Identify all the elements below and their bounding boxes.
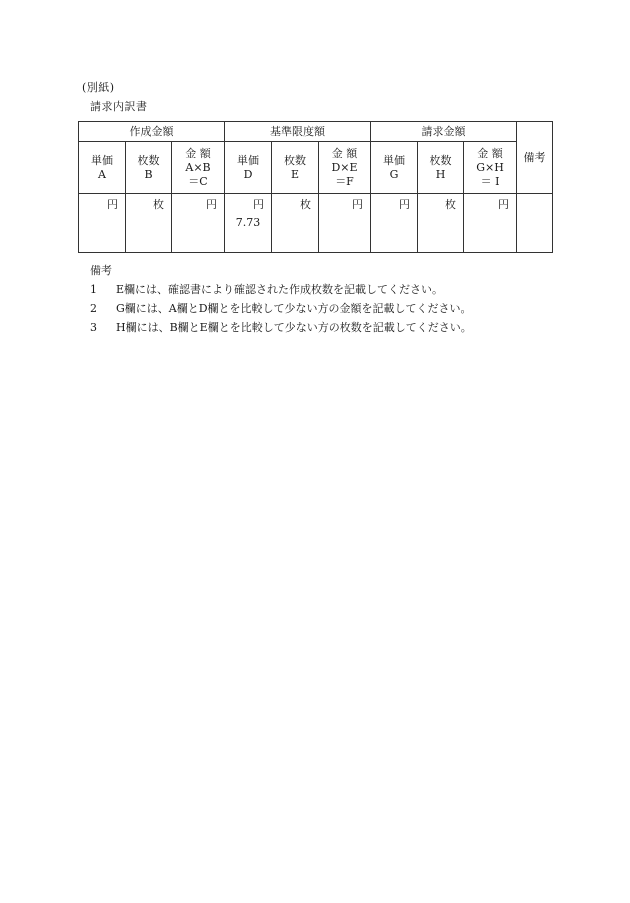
header-count-h: 枚数 H xyxy=(418,142,464,194)
note-number: 2 xyxy=(90,302,97,315)
note-number: 3 xyxy=(90,321,97,334)
header-amount-c: 金 額 A×B ＝C xyxy=(172,142,225,194)
header-unit-price-g: 単価 G xyxy=(371,142,418,194)
cell-unit-price-g: 円 xyxy=(371,194,418,253)
group-creation-amount: 作成金額 xyxy=(79,122,225,142)
cell-amount-c: 円 xyxy=(172,194,225,253)
cell-count-h: 枚 xyxy=(418,194,464,253)
header-count-e: 枚数 E xyxy=(272,142,319,194)
header-unit-price-d: 単価 D xyxy=(225,142,272,194)
group-claim-amount: 請求金額 xyxy=(371,122,517,142)
cell-unit-price-d: 円 7.73 xyxy=(225,194,272,253)
note-item xyxy=(90,281,443,297)
note-text: G欄には、A欄とD欄とを比較して少ない方の金額を記載してください。 xyxy=(116,302,472,315)
header-amount-i: 金 額 G×H ＝ I xyxy=(464,142,517,194)
cell-amount-f: 円 xyxy=(319,194,371,253)
note-number: 1 xyxy=(90,283,97,296)
sub-header-row xyxy=(79,142,553,194)
header-count-b: 枚数 B xyxy=(126,142,172,194)
group-header-row xyxy=(79,122,553,142)
header-unit-price-a: 単価 A xyxy=(79,142,126,194)
note-text: H欄には、B欄とE欄とを比較して少ない方の枚数を記載してください。 xyxy=(116,321,472,334)
note-text: E欄には、確認書により確認された作成枚数を記載してください。 xyxy=(116,283,444,296)
remarks-header: 備考 xyxy=(517,122,553,194)
cell-count-e: 枚 xyxy=(272,194,319,253)
note-item xyxy=(90,300,472,316)
annex-label: (別紙) xyxy=(82,81,115,94)
cell-count-b: 枚 xyxy=(126,194,172,253)
invoice-breakdown-table xyxy=(78,121,553,253)
cell-amount-i: 円 xyxy=(464,194,517,253)
cell-remarks xyxy=(517,194,553,253)
cell-unit-price-a: 円 xyxy=(79,194,126,253)
notes-heading: 備考 xyxy=(90,264,112,277)
unit-price-d-value: 7.73 xyxy=(235,216,261,229)
group-limit-amount: 基準限度額 xyxy=(225,122,371,142)
header-amount-f: 金 額 D×E ＝F xyxy=(319,142,371,194)
data-row xyxy=(79,194,553,253)
note-item xyxy=(90,319,472,335)
document-title: 請求内訳書 xyxy=(90,100,148,113)
